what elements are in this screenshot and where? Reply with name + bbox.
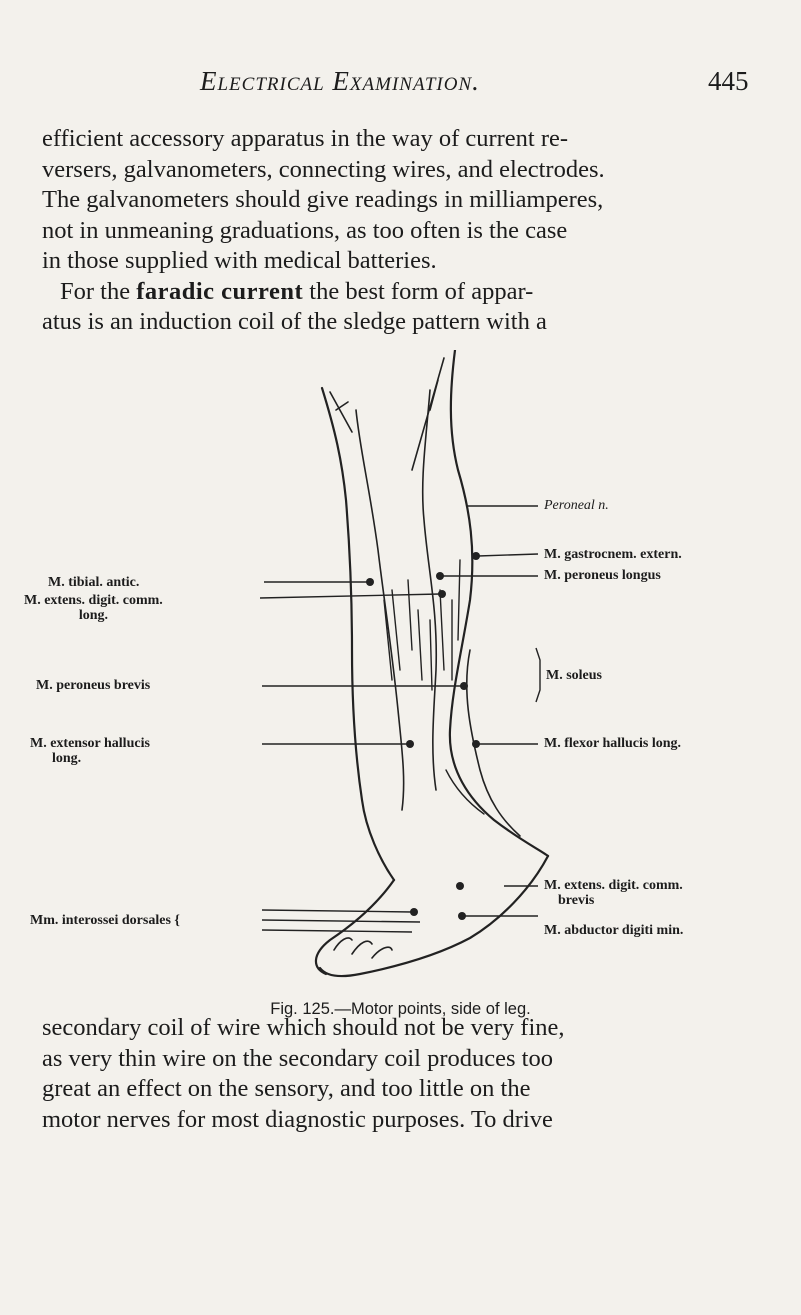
pointer-line [262, 910, 412, 912]
muscle-shading [384, 580, 432, 690]
motor-point [472, 740, 480, 748]
motor-point [410, 908, 418, 916]
motor-point [366, 578, 374, 586]
fibula-contour [423, 390, 437, 790]
pointer-line [478, 554, 538, 556]
motor-point [456, 882, 464, 890]
label-line: M. extens. digit. comm. [544, 878, 683, 893]
tibia-contour [356, 410, 404, 810]
text-line: atus is an induction coil of the sledge pattern with a [42, 308, 547, 335]
page-header [0, 66, 801, 106]
faradic-current-term: faradic current [136, 277, 304, 305]
motor-point [458, 912, 466, 920]
text-fragment: For the [60, 277, 137, 305]
label-gastrocnem-extern: M. gastrocnem. extern. [544, 547, 682, 562]
motor-point [406, 740, 414, 748]
text-line [42, 277, 760, 308]
label-extensor-hallucis [30, 736, 150, 766]
figure-motor-points-leg [0, 350, 801, 990]
pointer-lines [260, 506, 540, 932]
leg-back-outline [450, 350, 548, 856]
running-title: Electrical Examination. [200, 66, 480, 96]
label-abductor-digiti-min: M. abductor digiti min. [544, 923, 684, 938]
label-line: brevis [558, 893, 595, 908]
text-line: versers, galvanometers, connecting wires, and electrodes. [42, 155, 605, 183]
pointer-line [262, 930, 412, 932]
label-soleus: M. soleus [546, 668, 602, 683]
text-line: not in unmeaning graduations, as too often is the case [42, 216, 568, 244]
label-extens-digit-long [24, 593, 163, 623]
text-line: in those supplied with medical batteries. [42, 247, 437, 274]
text-fragment: the best form of appar- [303, 277, 534, 305]
motor-point [438, 590, 446, 598]
soleus-bracket [536, 648, 540, 702]
knee-mark [412, 358, 444, 470]
label-flexor-hallucis: M. flexor hallucis long. [544, 736, 682, 751]
leg-front-outline [322, 388, 394, 880]
muscle-shading [446, 770, 484, 814]
pointer-line [262, 920, 420, 922]
pointer-line [260, 594, 440, 598]
toes [334, 938, 392, 958]
motor-point [436, 572, 444, 580]
label-peroneus-longus: M. peroneus longus [544, 568, 661, 583]
motor-points [366, 552, 480, 920]
foot-top [316, 880, 394, 974]
text-line: efficient accessory apparatus in the way of current re- [42, 125, 569, 152]
label-line: M. extens. digit. comm. [24, 593, 163, 608]
text-line: great an effect on the sensory, and too little on the [42, 1075, 531, 1102]
label-line: long. [52, 751, 82, 766]
page-number: 445 [708, 66, 749, 96]
text-line: as very thin wire on the secondary coil produces too [42, 1044, 553, 1072]
motor-point [460, 682, 468, 690]
paragraph-3 [42, 1013, 760, 1135]
paragraph-1 [42, 124, 760, 338]
motor-point [472, 552, 480, 560]
text-line: The galvanometers should give readings in milliamperes, [42, 186, 604, 213]
label-peroneus-brevis: M. peroneus brevis [36, 678, 151, 693]
label-line: M. extensor hallucis [30, 736, 150, 751]
label-tibial-antic: M. tibial. antic. [48, 575, 140, 590]
label-interossei-dorsales: Mm. interossei dorsales { [30, 913, 180, 928]
text-line: secondary coil of wire which should not be very fine, [42, 1014, 565, 1041]
text-line: motor nerves for most diagnostic purposes. To drive [42, 1105, 553, 1133]
figure-caption: Fig. 125.—Motor points, side of leg. [270, 1000, 531, 1018]
label-line: long. [78, 608, 108, 623]
label-extens-digit-brevis [544, 878, 683, 908]
label-peroneal-nerve: Peroneal n. [544, 498, 609, 513]
